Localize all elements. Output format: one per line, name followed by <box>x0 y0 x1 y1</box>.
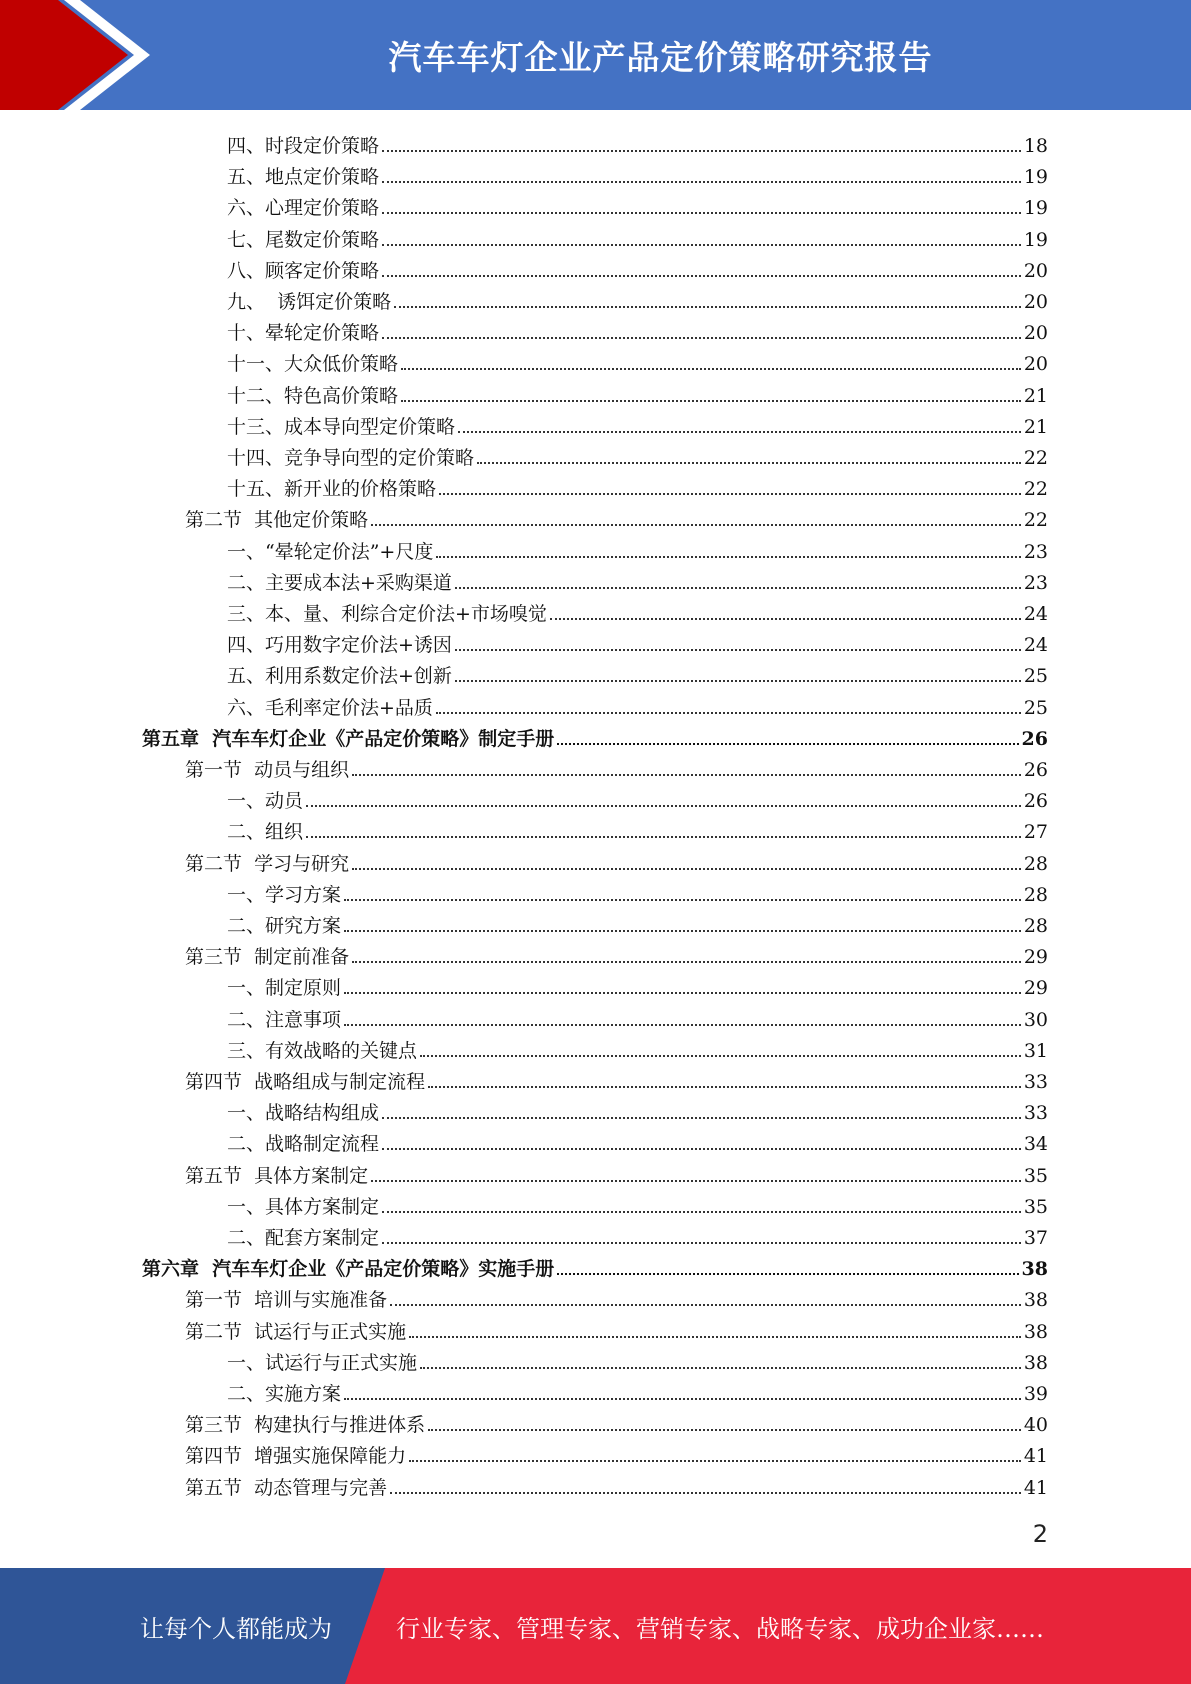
toc-dot-leader <box>382 244 1021 246</box>
toc-entry-page: 18 <box>1023 135 1048 157</box>
toc-section-entry[interactable] <box>185 1406 1048 1437</box>
toc-entry-page: 22 <box>1023 447 1048 469</box>
toc-dot-leader <box>458 431 1021 433</box>
toc-subsection-entry[interactable] <box>227 345 1048 376</box>
toc-entry-page: 21 <box>1023 415 1048 438</box>
toc-entry-page: 33 <box>1023 1102 1048 1125</box>
toc-entry-page: 24 <box>1023 634 1048 657</box>
toc-entry-title: 一、具体方案制定 <box>227 1195 380 1218</box>
toc-entry-title: 三、有效战略的关键点 <box>227 1039 418 1062</box>
toc-subsection-entry[interactable] <box>227 969 1048 1000</box>
toc-entry-page: 37 <box>1023 1227 1048 1249</box>
toc-dot-leader <box>382 212 1021 214</box>
toc-entry-page: 35 <box>1023 1164 1048 1187</box>
toc-subsection-entry[interactable] <box>227 1219 1048 1250</box>
toc-section-entry[interactable] <box>185 1469 1048 1500</box>
toc-entry-page: 22 <box>1023 509 1048 532</box>
toc-subsection-entry[interactable] <box>227 782 1048 813</box>
toc-dot-leader <box>382 337 1021 339</box>
toc-entry-page: 33 <box>1023 1071 1048 1093</box>
toc-dot-leader <box>401 368 1021 370</box>
toc-dot-leader <box>436 712 1021 714</box>
toc-dot-leader <box>344 930 1021 932</box>
toc-entry-page: 28 <box>1023 915 1048 937</box>
toc-dot-leader <box>306 836 1021 838</box>
toc-entry-title: 第五节 具体方案制定 <box>185 1164 369 1187</box>
toc-entry-title: 二、实施方案 <box>227 1383 342 1405</box>
toc-subsection-entry[interactable] <box>227 1188 1048 1219</box>
toc-entry-title: 第二节 其他定价策略 <box>185 509 369 532</box>
toc-entry-page: 22 <box>1023 478 1048 501</box>
footer-slogan-right: 行业专家、管理专家、营销专家、战略专家、成功企业家…… <box>396 1614 1044 1643</box>
toc-subsection-entry[interactable] <box>227 283 1048 314</box>
toc-dot-leader <box>436 556 1020 558</box>
toc-subsection-entry[interactable] <box>227 689 1048 720</box>
toc-dot-leader <box>557 743 1018 745</box>
toc-entry-page: 38 <box>1021 1258 1048 1281</box>
toc-entry-page: 23 <box>1023 540 1048 563</box>
toc-dot-leader <box>352 961 1021 963</box>
toc-entry-title: 十二、特色高价策略 <box>227 384 399 407</box>
toc-subsection-entry[interactable] <box>227 439 1048 470</box>
toc-dot-leader <box>371 524 1021 526</box>
toc-subsection-entry[interactable] <box>227 1001 1048 1032</box>
toc-entry-page: 24 <box>1023 603 1048 625</box>
toc-section-entry[interactable] <box>185 751 1048 782</box>
toc-dot-leader <box>371 1180 1021 1182</box>
toc-entry-title: 一、试运行与正式实施 <box>227 1351 418 1374</box>
toc-entry-title: 八、顾客定价策略 <box>227 259 380 282</box>
toc-entry-page: 26 <box>1021 727 1048 750</box>
toc-subsection-entry[interactable] <box>227 221 1048 252</box>
toc-entry-title: 第三节 构建执行与推进体系 <box>185 1414 426 1437</box>
toc-entry-title: 第一节 培训与实施准备 <box>185 1289 388 1312</box>
toc-entry-page: 25 <box>1023 696 1048 719</box>
toc-dot-leader <box>428 1429 1021 1431</box>
toc-entry-title: 二、注意事项 <box>227 1008 342 1031</box>
toc-subsection-entry[interactable] <box>227 408 1048 439</box>
toc-entry-title: 第一节 动员与组织 <box>185 759 350 781</box>
toc-entry-title: 第四节 增强实施保障能力 <box>185 1445 407 1468</box>
toc-entry-page: 31 <box>1023 1039 1048 1062</box>
toc-dot-leader <box>477 462 1021 464</box>
toc-dot-leader <box>352 774 1021 776</box>
toc-entry-title: 第六章 汽车车灯企业《产品定价策略》实施手册 <box>142 1258 555 1281</box>
toc-entry-title: 第五章 汽车车灯企业《产品定价策略》制定手册 <box>142 727 555 750</box>
toc-subsection-entry[interactable] <box>227 377 1048 408</box>
toc-entry-title: 一、“晕轮定价法”+尺度 <box>227 540 434 563</box>
toc-dot-leader <box>382 150 1021 152</box>
toc-dot-leader <box>306 805 1021 807</box>
toc-entry-title: 七、尾数定价策略 <box>227 228 380 251</box>
toc-entry-title: 第三节 制定前准备 <box>185 946 350 969</box>
toc-section-entry[interactable] <box>185 1313 1048 1344</box>
toc-subsection-entry[interactable] <box>227 470 1048 501</box>
toc-section-entry[interactable] <box>185 1157 1048 1188</box>
toc-dot-leader <box>382 1117 1021 1119</box>
toc-entry-title: 二、主要成本法+采购渠道 <box>227 571 452 594</box>
toc-entry-title: 十一、大众低价策略 <box>227 353 399 376</box>
toc-entry-page: 30 <box>1023 1008 1048 1031</box>
toc-dot-leader <box>344 992 1021 994</box>
toc-chapter-entry[interactable] <box>142 1250 1048 1281</box>
toc-entry-title: 三、本、量、利综合定价法+市场嗅觉 <box>227 603 547 625</box>
toc-dot-leader <box>428 1086 1021 1088</box>
toc-dot-leader <box>382 181 1021 183</box>
toc-entry-page: 19 <box>1023 197 1048 220</box>
toc-entry-page: 21 <box>1023 384 1048 407</box>
toc-dot-leader <box>401 400 1021 402</box>
toc-dot-leader <box>420 1367 1021 1369</box>
footer-slogan-left: 让每个人都能成为 <box>140 1614 332 1643</box>
toc-subsection-entry[interactable] <box>227 1125 1048 1156</box>
toc-dot-leader <box>344 1024 1021 1026</box>
toc-entry-page: 28 <box>1023 852 1048 875</box>
toc-entry-page: 25 <box>1023 665 1048 688</box>
toc-entry-page: 41 <box>1023 1445 1048 1468</box>
toc-dot-leader <box>382 1211 1021 1213</box>
footer-banner <box>0 1568 1191 1684</box>
toc-dot-leader <box>409 1460 1021 1462</box>
toc-dot-leader <box>352 868 1021 870</box>
toc-subsection-entry[interactable] <box>227 657 1048 688</box>
toc-dot-leader <box>550 618 1021 620</box>
toc-dot-leader <box>557 1273 1018 1275</box>
toc-dot-leader <box>382 275 1021 277</box>
toc-entry-page: 38 <box>1023 1351 1048 1374</box>
toc-entry-title: 十五、新开业的价格策略 <box>227 478 437 501</box>
toc-entry-page: 20 <box>1023 322 1048 345</box>
toc-entry-page: 39 <box>1023 1383 1048 1405</box>
toc-entry-title: 十四、竞争导向型的定价策略 <box>227 447 475 469</box>
toc-subsection-entry[interactable] <box>227 1032 1048 1063</box>
toc-subsection-entry[interactable] <box>227 252 1048 283</box>
toc-dot-leader <box>394 306 1021 308</box>
toc-entry-page: 19 <box>1023 228 1048 251</box>
toc-entry-title: 第二节 学习与研究 <box>185 852 350 875</box>
toc-entry-title: 第二节 试运行与正式实施 <box>185 1320 407 1343</box>
toc-entry-title: 一、学习方案 <box>227 883 342 906</box>
toc-entry-title: 一、制定原则 <box>227 977 342 1000</box>
toc-entry-title: 五、地点定价策略 <box>227 166 380 189</box>
toc-subsection-entry[interactable] <box>227 564 1048 595</box>
toc-section-entry[interactable] <box>185 1063 1048 1094</box>
toc-entry-page: 28 <box>1023 883 1048 906</box>
toc-entry-title: 九、 诱饵定价策略 <box>227 291 392 313</box>
toc-subsection-entry[interactable] <box>227 158 1048 189</box>
toc-entry-page: 26 <box>1023 759 1048 781</box>
toc-entry-page: 40 <box>1023 1414 1048 1437</box>
header-banner <box>0 0 1191 110</box>
toc-entry-title: 二、组织 <box>227 821 304 844</box>
toc-subsection-entry[interactable] <box>227 189 1048 220</box>
toc-entry-title: 一、战略结构组成 <box>227 1102 380 1125</box>
toc-chapter-entry[interactable] <box>142 720 1048 751</box>
toc-entry-title: 四、时段定价策略 <box>227 135 380 157</box>
toc-dot-leader <box>382 1148 1021 1150</box>
toc-entry-page: 41 <box>1023 1476 1048 1499</box>
toc-section-entry[interactable] <box>185 501 1048 532</box>
toc-entry-page: 19 <box>1023 166 1048 189</box>
toc-entry-title: 六、毛利率定价法+品质 <box>227 696 433 719</box>
toc-section-entry[interactable] <box>185 1281 1048 1312</box>
toc-subsection-entry[interactable] <box>227 533 1048 564</box>
toc-entry-title: 二、战略制定流程 <box>227 1133 380 1156</box>
toc-subsection-entry[interactable] <box>227 1094 1048 1125</box>
toc-subsection-entry[interactable] <box>227 314 1048 345</box>
toc-dot-leader <box>390 1304 1021 1306</box>
toc-entry-title: 一、动员 <box>227 790 304 813</box>
toc-entry-title: 第五节 动态管理与完善 <box>185 1476 388 1499</box>
toc-subsection-entry[interactable] <box>227 626 1048 657</box>
toc-entry-page: 38 <box>1023 1289 1048 1312</box>
toc-entry-page: 20 <box>1023 291 1048 313</box>
toc-dot-leader <box>409 1336 1021 1338</box>
toc-dot-leader <box>439 493 1021 495</box>
toc-section-entry[interactable] <box>185 1437 1048 1468</box>
toc-subsection-entry[interactable] <box>227 1375 1048 1406</box>
page-number: 2 <box>1032 1520 1048 1548</box>
toc-dot-leader <box>455 680 1021 682</box>
toc-subsection-entry[interactable] <box>227 813 1048 844</box>
toc-entry-title: 二、研究方案 <box>227 915 342 937</box>
toc-entry-page: 29 <box>1023 977 1048 1000</box>
toc-section-entry[interactable] <box>185 938 1048 969</box>
toc-dot-leader <box>344 1398 1021 1400</box>
toc-entry-page: 20 <box>1023 353 1048 376</box>
toc-entry-title: 六、心理定价策略 <box>227 197 380 220</box>
toc-entry-page: 35 <box>1023 1195 1048 1218</box>
toc-dot-leader <box>455 649 1021 651</box>
toc-entry-page: 27 <box>1023 821 1048 844</box>
toc-dot-leader <box>455 587 1021 589</box>
toc-entry-title: 第四节 战略组成与制定流程 <box>185 1071 426 1093</box>
document-title: 汽车车灯企业产品定价策略研究报告 <box>388 37 933 77</box>
toc-entry-page: 23 <box>1023 571 1048 594</box>
toc-subsection-entry[interactable] <box>227 1344 1048 1375</box>
toc-entry-page: 26 <box>1023 790 1048 813</box>
toc-entry-page: 38 <box>1023 1320 1048 1343</box>
toc-subsection-entry[interactable] <box>227 127 1048 158</box>
toc-subsection-entry[interactable] <box>227 907 1048 938</box>
toc-subsection-entry[interactable] <box>227 876 1048 907</box>
toc-dot-leader <box>420 1055 1021 1057</box>
toc-entry-title: 五、利用系数定价法+创新 <box>227 665 452 688</box>
toc-entry-title: 二、配套方案制定 <box>227 1227 380 1249</box>
toc-dot-leader <box>390 1492 1021 1494</box>
toc-entry-title: 十、晕轮定价策略 <box>227 322 380 345</box>
toc-entry-page: 29 <box>1023 946 1048 969</box>
toc-entry-page: 34 <box>1023 1133 1048 1156</box>
toc-subsection-entry[interactable] <box>227 595 1048 626</box>
toc-entry-title: 十三、成本导向型定价策略 <box>227 415 456 438</box>
header-arrow-decoration <box>0 0 160 110</box>
toc-dot-leader <box>382 1242 1021 1244</box>
toc-section-entry[interactable] <box>185 845 1048 876</box>
toc-entry-page: 20 <box>1023 259 1048 282</box>
toc-entry-title: 四、巧用数字定价法+诱因 <box>227 634 452 657</box>
toc-dot-leader <box>344 899 1021 901</box>
